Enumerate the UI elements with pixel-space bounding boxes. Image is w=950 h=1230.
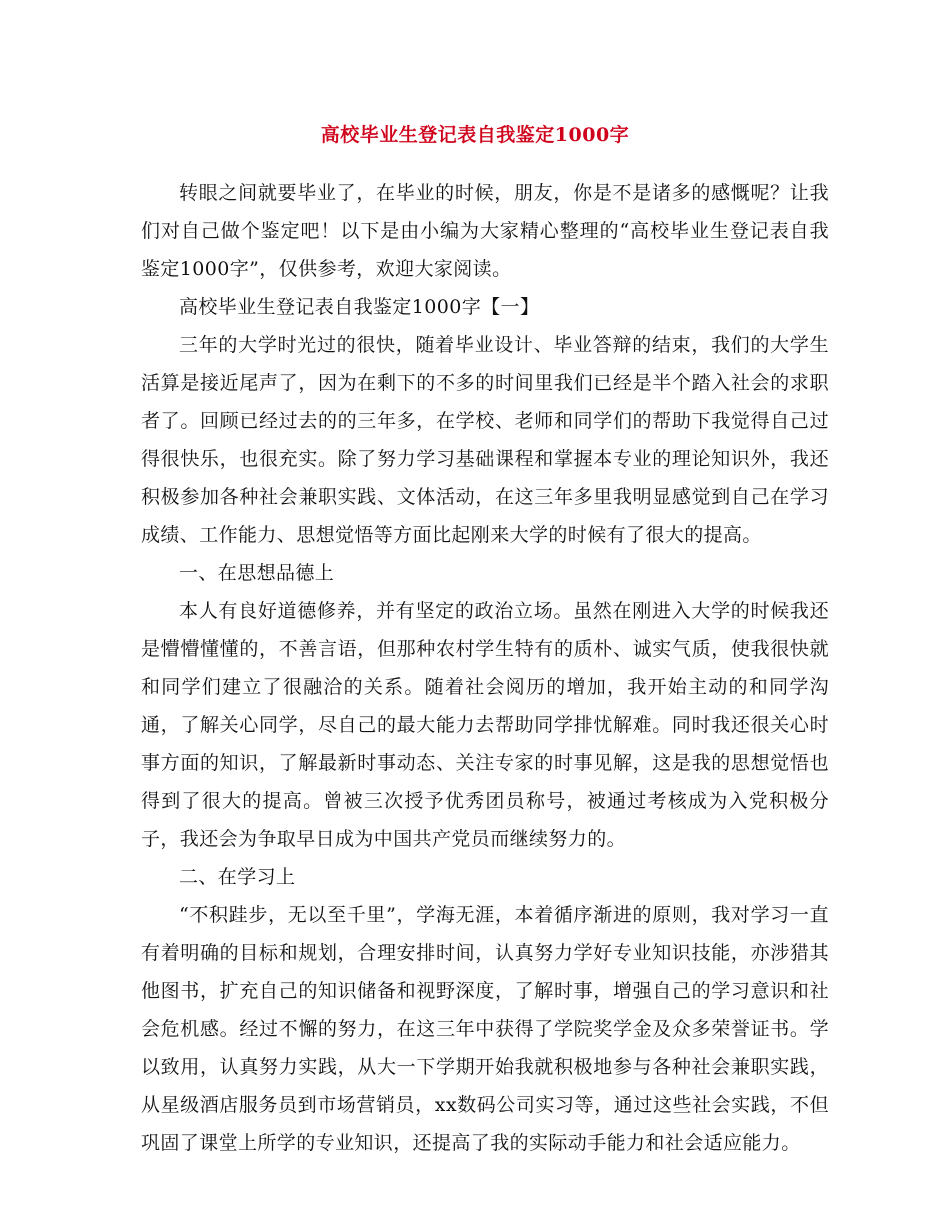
study-paragraph: “不积跬步，无以至千里”，学海无涯，本着循序渐进的原则，我对学习一直有着明确的目标和规划，合理安排时间，认真努力学好专业知识技能，亦涉猎其他图书，扩充自己的知识储备和视野深度，了解时事，增强自己的学习意识和社会危机感。经过不懈的努力，在这三年中获得了学院奖学金及众多荣誉证书。学以致用，认真努力实践，从大一下学期开始我就积极地参与各种社会兼职实践，从星级酒店服务员到市场营销员，xx数码公司实习等，通过这些社会实践，不但巩固了课堂上所学的专业知识，还提高了我的实际动手能力和社会适应能力。 xyxy=(141,904,829,1154)
overview-paragraph: 三年的大学时光过的很快，随着毕业设计、毕业答辩的结束，我们的大学生活算是接近尾声了，因为在剩下的不多的时间里我们已经是半个踏入社会的求职者了。回顾已经过去的的三年多，在学校、老师和同学们的帮助下我觉得自己过得很快乐，也很充实。除了努力学习基础课程和掌握本专业的理论知识外，我还积极参加各种社会兼职实践、文体活动，在这三年多里我明显感觉到自己在学习成绩、工作能力、思想觉悟等方面比起刚来大学的时候有了很大的提高。 xyxy=(141,334,829,546)
section-heading-study: 二、在学习上 xyxy=(179,866,296,888)
section-heading-part-one: 高校毕业生登记表自我鉴定1000字【一】 xyxy=(179,296,540,318)
intro-paragraph: 转眼之间就要毕业了，在毕业的时候，朋友，你是不是诸多的感慨呢？让我们对自己做个鉴定吧！以下是由小编为大家精心整理的“高校毕业生登记表自我鉴定1000字”，仅供参考，欢迎大家阅读。 xyxy=(141,182,829,280)
section-heading-moral: 一、在思想品德上 xyxy=(179,562,335,584)
document-title: 高校毕业生登记表自我鉴定1000字 xyxy=(320,124,630,146)
moral-paragraph: 本人有良好道德修养，并有坚定的政治立场。虽然在刚进入大学的时候我还是懵懵懂懂的，不善言语，但那种农村学生特有的质朴、诚实气质，使我很快就和同学们建立了很融洽的关系。随着社会阅历的增加，我开始主动的和同学沟通，了解关心同学，尽自己的最大能力去帮助同学排忧解难。同时我还很关心时事方面的知识，了解最新时事动态、关注专家的时事见解，这是我的思想觉悟也得到了很大的提高。曾被三次授予优秀团员称号，被通过考核成为入党积极分子，我还会为争取早日成为中国共产党员而继续努力的。 xyxy=(141,600,829,850)
document-body xyxy=(141,174,829,1162)
